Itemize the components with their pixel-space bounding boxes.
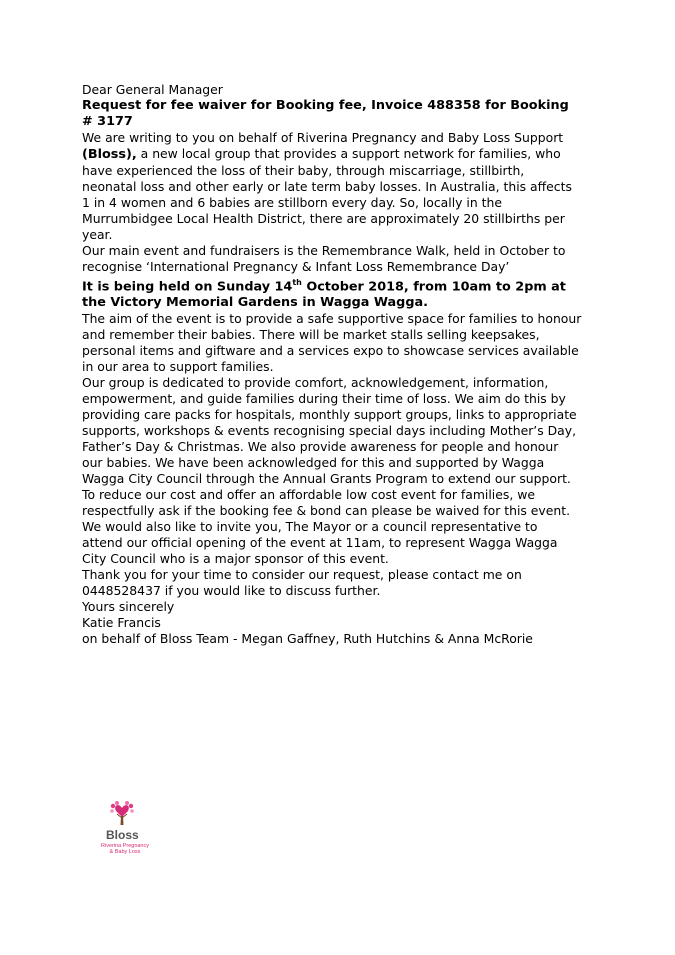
letter-body <box>82 82 582 647</box>
subject-line: Request for fee waiver for Booking fee, Invoice 488358 for Booking # 3177 <box>82 98 569 129</box>
event-date-suffix: th <box>292 278 302 287</box>
group-paragraph: Our group is dedicated to provide comfort, acknowledgement, information, empowerment, and guide families during their time of loss. We aim do this by providing care packs for hospitals, monthly support groups, links to appropriate supports, workshops & events recognising special days including Mother’s Day, Father’s Day & Christmas. We also provide awareness for people and honour our babies. We have been acknowledged for this and supported by Wagga Wagga City Council through the Annual Grants Program to extend our support. <box>82 375 577 487</box>
invite-paragraph: We would also like to invite you, The Mayor or a council representative to attend our official opening of the event at 11am, to represent Wagga Wagga City Council who is a major sponsor of this event. <box>82 519 558 567</box>
request-paragraph: To reduce our cost and offer an affordable low cost event for families, we respectfully ask if the booking fee & bond can please be waived for this event. <box>82 487 571 519</box>
event-date-b: October 2018, from 10am to 2pm at the Victory Memorial Gardens in Wagga Wagga. <box>82 279 566 311</box>
event-date-a: It is being held on Sunday 14 <box>82 279 293 295</box>
intro-text-c: a new local group that provides a support network for families, who have experienced the loss of their baby, through miscarriage, stillbirth, neonatal loss and other early or late term baby losses. In Australia, this affects 1 in 4 women and 6 babies are stillborn every day. So, locally in the Murrumbidgee Local Health District, there are approximately 20 stillbirths per year. <box>82 146 572 242</box>
intro-section <box>82 130 582 311</box>
event-details <box>82 275 582 311</box>
team-line: on behalf of Bloss Team - Megan Gaffney, Ruth Hutchins & Anna McRorie <box>82 631 533 647</box>
intro-paragraph <box>82 130 582 243</box>
intro-text-a: We are writing to you on behalf of Riverina Pregnancy and Baby Loss Support <box>82 130 564 145</box>
signoff: Yours sincerely <box>82 599 175 615</box>
heart-tree-icon <box>108 800 136 828</box>
logo-tagline-line-2: & Baby Loss <box>109 849 141 855</box>
logo-tagline-line-1: Riverina Pregnancy <box>101 843 149 849</box>
event-intro-paragraph: Our main event and fundraisers is the Remembrance Walk, held in October to recognise ‘International Pregnancy & Infant Loss Remembrance Day’ <box>82 243 566 274</box>
thanks-paragraph: Thank you for your time to consider our request, please contact me on 0448528437 if you would like to discuss further. <box>82 567 522 599</box>
aim-paragraph: The aim of the event is to provide a safe supportive space for families to honour and remember their babies. There will be market stalls selling keepsakes, personal items and giftware and a services expo to showcase services available in our area to support families. <box>82 311 582 375</box>
salutation: Dear General Manager <box>82 82 223 97</box>
bloss-abbreviation: (Bloss), <box>82 147 137 162</box>
logo-tagline <box>88 843 162 855</box>
logo-name: Bloss <box>106 828 139 842</box>
bloss-logo <box>84 800 164 860</box>
signer-name: Katie Francis <box>82 615 161 631</box>
